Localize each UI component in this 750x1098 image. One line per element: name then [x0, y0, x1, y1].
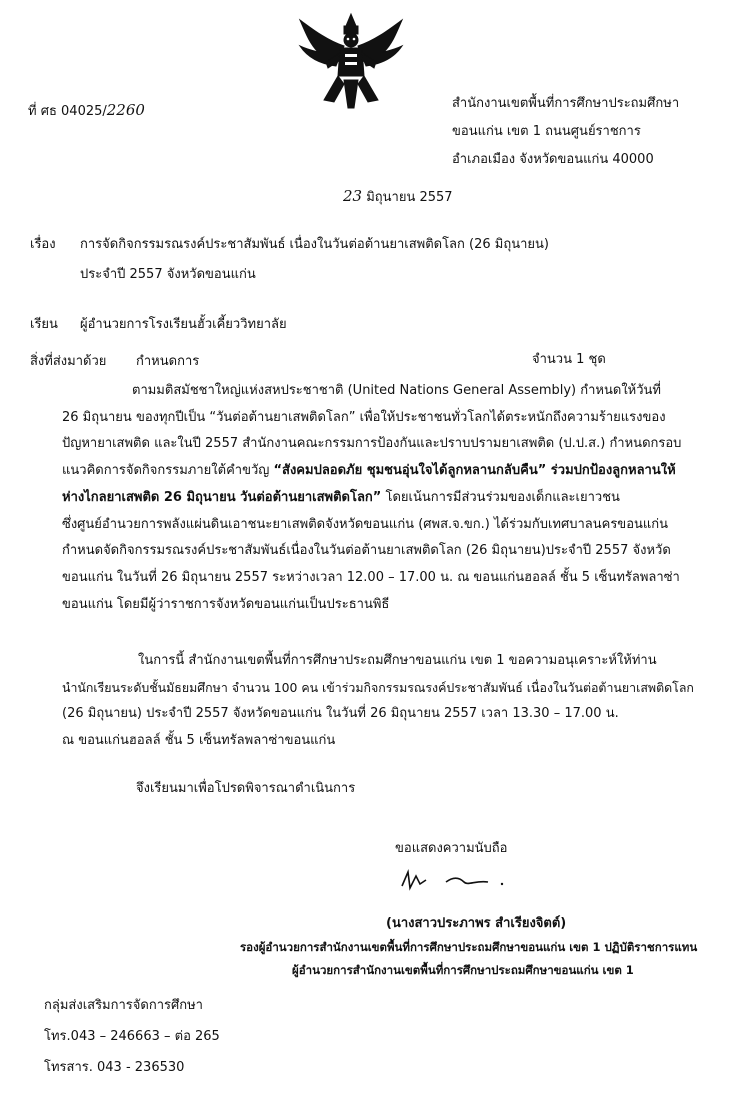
recipient-name: ผู้อำนวยการโรงเรียนฮั้วเคี้ยววิทยาลัย	[80, 317, 287, 332]
office-line-3: อำเภอเมือง จังหวัดขอนแก่น 40000	[452, 152, 654, 167]
para1-line: ปัญหายาเสพติด และในปี 2557 สำนักงานคณะกรรมการป้องกันและปราบปรามยาเสพติด (ป.ป.ส.) กำหนดกรอบ	[62, 436, 682, 452]
para1-text: แนวคิดการจัดกิจกรรมภายใต้คำขวัญ	[62, 463, 274, 479]
para1-slogan-line	[62, 458, 712, 485]
footer-phone: โทร.043 – 246663 – ต่อ 265	[44, 1029, 220, 1044]
body-paragraph-1	[62, 378, 712, 618]
enclosure-block	[30, 350, 199, 371]
document-number	[28, 100, 145, 121]
subject-line-2: ประจำปี 2557 จังหวัดขอนแก่น	[80, 267, 256, 282]
para2-line: ณ ขอนแก่นฮอลล์ ชั้น 5 เซ็นทรัลพลาซ่าขอนแก่น	[62, 733, 336, 749]
para1-text: โดยเน้นการมีส่วนร่วมของเด็กและเยาวชน	[381, 489, 620, 505]
slogan-bold-text: ห่างไกลยาเสพติด 26 มิถุนายน วันต่อต้านยาเสพติดโลก”	[62, 489, 382, 505]
para2-line: (26 มิถุนายน) ประจำปี 2557 จังหวัดขอนแก่น ในวันที่ 26 มิถุนายน 2557 เวลา 13.30 – 17.00 น.	[62, 706, 619, 722]
subject-block	[30, 230, 549, 290]
slogan-bold-text: “สังคมปลอดภัย ชุมชนอุ่นใจได้ลูกหลานกลับคืน” ร่วมปกป้องลูกหลานให้	[273, 463, 676, 479]
garuda-emblem-icon	[296, 10, 406, 110]
signatory-title-2: ผู้อำนวยการสำนักงานเขตพื้นที่การศึกษาประถมศึกษาขอนแก่น เขต 1	[292, 963, 634, 977]
body-paragraph-2	[62, 648, 712, 755]
handwritten-signature	[398, 866, 518, 896]
office-address	[452, 90, 679, 174]
para1-line: ขอนแก่น โดยมีผู้ว่าราชการจังหวัดขอนแก่นเป็นประธานพิธี	[62, 596, 390, 612]
para1-slogan-line-2	[62, 485, 712, 512]
date-month-year: มิถุนายน 2557	[366, 190, 453, 205]
para1-line: ขอนแก่น ในวันที่ 26 มิถุนายน 2557 ระหว่างเวลา 12.00 – 17.00 น. ณ ขอนแก่นฮอลล์ ชั้น 5 เซ็นทรัลพลาซ่า	[62, 569, 680, 585]
doc-number-prefix: ที่ ศธ 04025/	[28, 104, 107, 119]
office-line-1: สำนักงานเขตพื้นที่การศึกษาประถมศึกษา	[452, 96, 680, 111]
office-line-2: ขอนแก่น เขต 1 ถนนศูนย์ราชการ	[452, 124, 641, 139]
date-day-handwritten: 23	[343, 187, 363, 205]
footer-fax: โทรสาร. 043 - 236530	[44, 1060, 185, 1075]
para1-line: กำหนดจัดกิจกรรมรณรงค์ประชาสัมพันธ์เนื่องในวันต่อต้านยาเสพติดโลก (26 มิถุนายน)ประจำปี 2557 จังหวัด	[62, 543, 671, 559]
document-date	[343, 186, 453, 207]
footer-contact	[44, 990, 220, 1083]
enclosure-label: สิ่งที่ส่งมาด้วย	[30, 354, 107, 369]
para2-line: นำนักเรียนระดับชั้นมัธยมศึกษา จำนวน 100 คน เข้าร่วมกิจกรรมรณรงค์ประชาสัมพันธ์ เนื่องในวันต่อต้านยาเสพติดโลก	[62, 679, 694, 695]
para2-line: ในการนี้ สำนักงานเขตพื้นที่การศึกษาประถมศึกษาขอนแก่น เขต 1 ขอความอนุเคราะห์ให้ท่าน	[138, 653, 657, 668]
enclosure-quantity: จำนวน 1 ชุด	[532, 352, 606, 367]
signature-closing: ขอแสดงความนับถือ	[395, 841, 508, 856]
para1-line: 26 มิถุนายน ของทุกปีเป็น “วันต่อต้านยาเสพติดโลก” เพื่อให้ประชาชนทั่วโลกได้ตระหนักถึงความร้ายแรงของ	[62, 409, 666, 425]
closing-request: จึงเรียนมาเพื่อโปรดพิจารณาดำเนินการ	[136, 781, 356, 796]
enclosure-item: กำหนดการ	[136, 354, 200, 369]
para1-line: ตามมติสมัชชาใหญ่แห่งสหประชาชาติ (United Nations General Assembly) กำหนดให้วันที่	[132, 383, 661, 398]
recipient-block	[30, 313, 287, 334]
subject-line-1: การจัดกิจกรรมรณรงค์ประชาสัมพันธ์ เนื่องในวันต่อต้านยาเสพติดโลก (26 มิถุนายน)	[80, 237, 549, 252]
subject-label: เรื่อง	[30, 237, 56, 252]
doc-number-handwritten: 2260	[106, 101, 145, 119]
signatory-title-1: รองผู้อำนวยการสำนักงานเขตพื้นที่การศึกษาประถมศึกษาขอนแก่น เขต 1 ปฏิบัติราชการแทน	[240, 940, 698, 954]
recipient-label: เรียน	[30, 317, 58, 332]
signatory-name: (นางสาวประภาพร สำเรียงจิตต์)	[386, 916, 567, 931]
footer-department: กลุ่มส่งเสริมการจัดการศึกษา	[44, 998, 203, 1013]
para1-line: ซึ่งศูนย์อำนวยการพลังแผ่นดินเอาชนะยาเสพติดจังหวัดขอนแก่น (ศพส.จ.ขก.) ได้ร่วมกับเทศบาลนครขอนแก่น	[62, 516, 669, 532]
